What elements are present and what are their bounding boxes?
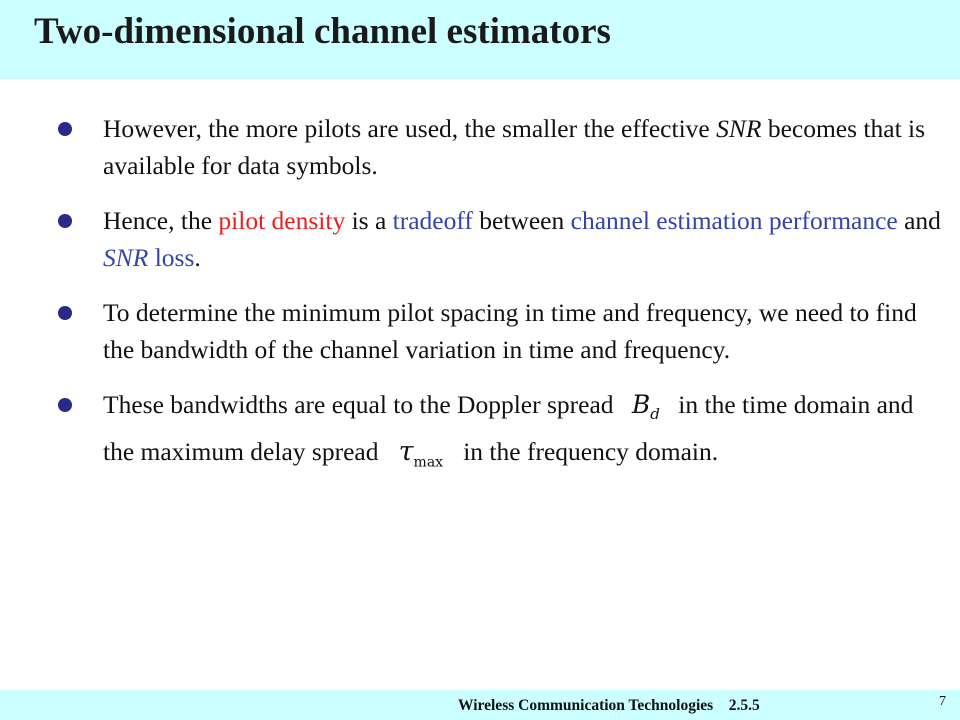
math-tau: τ (398, 436, 414, 467)
bullet-2-text-c: between (472, 206, 571, 235)
bullet-2-snr: SNR (103, 243, 149, 272)
bullet-1-text-b: becomes that is available for data symbols. (103, 114, 926, 180)
slide-title: Two-dimensional channel estimators (34, 11, 611, 52)
bullet-2-channel-estimation: channel estimation performance (570, 206, 898, 235)
bullet-item-3 (0, 294, 943, 368)
bullet-2-text-a: Hence, the (103, 206, 219, 235)
bullet-2-text-d: and (897, 206, 941, 235)
bullet-dot-icon (58, 214, 72, 228)
bullet-dot-icon (58, 398, 72, 412)
bullet-2-pilot-density: pilot density (218, 206, 346, 235)
bullet-2-period: . (194, 243, 201, 272)
bullet-4-text-a: These bandwidths are equal to the Doppler spread (103, 390, 620, 419)
bullet-dot-icon (58, 306, 72, 320)
bullet-2-text-b: is a (345, 206, 393, 235)
bullet-3-text: To determine the minimum pilot spacing in time and frequency, we need to find the bandwidth of the channel variation in time and frequency. (103, 298, 917, 364)
bullet-dot-icon (58, 122, 72, 136)
bullet-2-tradeoff: tradeoff (392, 206, 473, 235)
bullet-4-text-b: in the time domain and the maximum delay spread (103, 390, 914, 466)
math-max: max (413, 454, 444, 471)
bullet-1-snr: SNR (716, 114, 762, 143)
bullet-4-text-c: in the frequency domain. (456, 437, 719, 466)
page-number: 7 (939, 694, 946, 709)
bullet-item-1 (0, 110, 943, 184)
bullet-item-2 (0, 202, 943, 276)
bullet-1-text-a: However, the more pilots are used, the smaller the effective (103, 114, 717, 143)
bullet-2-loss: loss (148, 243, 195, 272)
bullet-item-4 (0, 386, 943, 481)
max-delay-spread-symbol (385, 433, 457, 481)
footer-text: Wireless Communication Technologies 2.5.5 (458, 697, 760, 714)
math-b: B (631, 390, 651, 419)
doppler-spread-symbol (620, 386, 672, 433)
math-d: d (650, 405, 660, 423)
bullet-list (0, 110, 960, 499)
